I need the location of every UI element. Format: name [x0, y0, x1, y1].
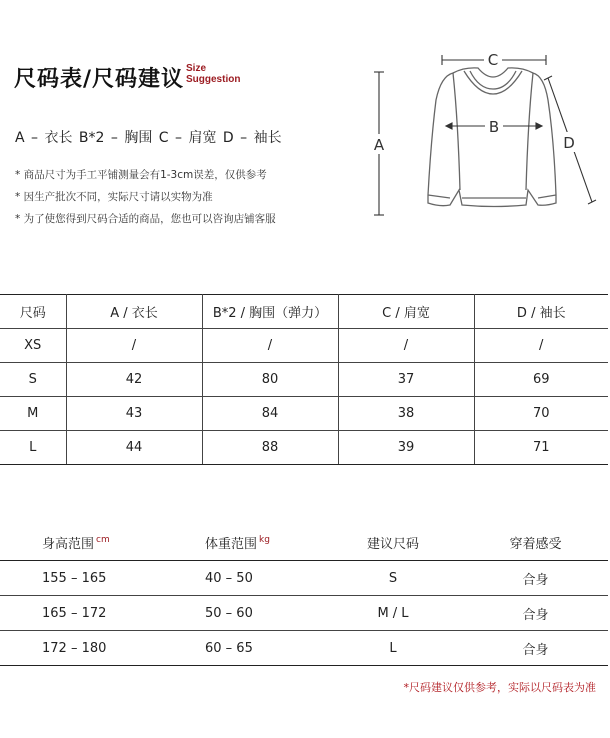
table-row	[0, 329, 608, 363]
cell-shoulder: 37	[338, 363, 474, 397]
header-fit-feel: 穿着感受	[463, 524, 608, 561]
cell-shoulder: 38	[338, 397, 474, 431]
cell-height-range: 165 – 172	[0, 596, 163, 631]
recommendation-table-header	[0, 524, 608, 561]
cell-chest: /	[202, 329, 338, 363]
size-table	[0, 294, 608, 465]
page-title: 尺码表/尺码建议	[14, 67, 185, 92]
cell-chest: 88	[202, 431, 338, 465]
unit-kg: kg	[259, 534, 270, 545]
cell-size: XS	[0, 329, 66, 363]
cell-size: L	[0, 431, 66, 465]
diagram-label-b: B	[488, 118, 500, 136]
cell-sleeve: /	[474, 329, 608, 363]
table-row	[0, 631, 608, 666]
note-batch-variation: * 因生产批次不同，实际尺寸请以实物为准	[15, 191, 213, 203]
header-suggested-size: 建议尺码	[323, 524, 463, 561]
cell-fit-feel: 合身	[463, 631, 608, 666]
header-weight-range: 体重范围 $^{kg}$	[163, 524, 323, 561]
diagram-label-d: D	[563, 134, 575, 152]
header-shoulder: C / 肩宽	[338, 295, 474, 329]
header-chest: B*2 / 胸围（弹力）	[202, 295, 338, 329]
title-en-suggestion: Suggestion	[186, 74, 241, 85]
recommendation-table	[0, 524, 608, 666]
cell-sleeve: 70	[474, 397, 608, 431]
cell-height-range: 172 – 180	[0, 631, 163, 666]
diagram-label-c: C	[487, 51, 499, 69]
note-consult-service: * 为了使您得到尺码合适的商品，您也可以咨询店铺客服	[15, 213, 276, 225]
cell-suggested-size: M / L	[323, 596, 463, 631]
cell-chest: 80	[202, 363, 338, 397]
cell-shoulder: 39	[338, 431, 474, 465]
cell-length: 42	[66, 363, 202, 397]
header-height-range: 身高范围 $^{cm}$	[0, 524, 163, 561]
cell-length: 44	[66, 431, 202, 465]
page-title-en	[186, 63, 240, 85]
header-length: A / 衣长	[66, 295, 202, 329]
cell-fit-feel: 合身	[463, 596, 608, 631]
cell-size: S	[0, 363, 66, 397]
cell-length: /	[66, 329, 202, 363]
diagram-label-a: A	[373, 136, 385, 154]
cell-weight-range: 60 – 65	[163, 631, 323, 666]
header-sleeve: D / 袖长	[474, 295, 608, 329]
cell-sleeve: 69	[474, 363, 608, 397]
cell-weight-range: 40 – 50	[163, 561, 323, 596]
header-size: 尺码	[0, 295, 66, 329]
cell-suggested-size: S	[323, 561, 463, 596]
cell-sleeve: 71	[474, 431, 608, 465]
size-table-header	[0, 295, 608, 329]
cell-fit-feel: 合身	[463, 561, 608, 596]
table-row	[0, 397, 608, 431]
cell-length: 43	[66, 397, 202, 431]
table-row	[0, 596, 608, 631]
cell-size: M	[0, 397, 66, 431]
cell-height-range: 155 – 165	[0, 561, 163, 596]
measurement-legend: A – 衣长 B*2 – 胸围 C – 肩宽 D – 袖长	[15, 130, 282, 146]
footnote: *尺码建议仅供参考，实际以尺码表为准	[403, 681, 596, 694]
title-en-size: Size	[186, 63, 207, 74]
cell-shoulder: /	[338, 329, 474, 363]
unit-cm: cm	[96, 534, 110, 545]
note-measurement-error: * 商品尺寸为手工平铺测量会有1-3cm误差，仅供参考	[15, 169, 267, 181]
cell-suggested-size: L	[323, 631, 463, 666]
table-row	[0, 363, 608, 397]
table-row	[0, 561, 608, 596]
cell-chest: 84	[202, 397, 338, 431]
cell-weight-range: 50 – 60	[163, 596, 323, 631]
table-row	[0, 431, 608, 465]
sweater-measurement-diagram	[366, 40, 606, 225]
